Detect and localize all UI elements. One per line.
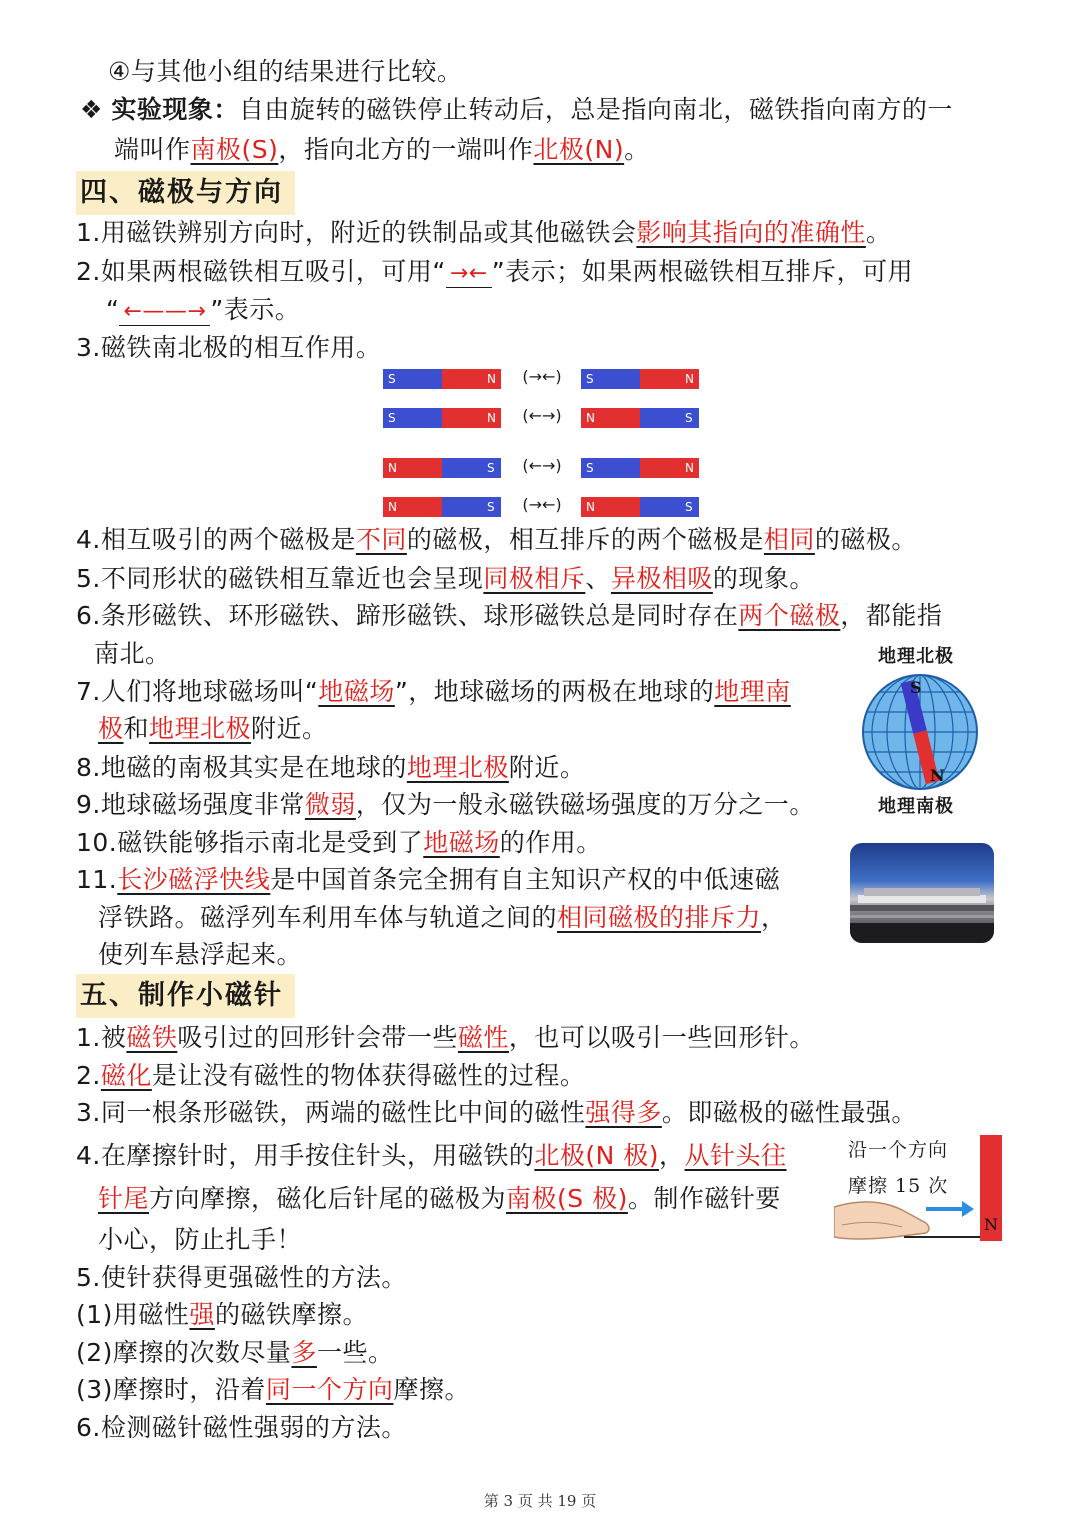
phenomenon-label: 实验现象： — [111, 95, 239, 124]
sec4-item-8 — [76, 750, 585, 786]
pole-label: N — [388, 500, 397, 514]
left-magnet — [383, 458, 501, 478]
pole-label: S — [487, 461, 495, 475]
highlight: 两个磁极 — [738, 601, 841, 630]
sec5-point-1 — [76, 1297, 368, 1333]
text: ”表示。 — [210, 295, 301, 324]
text: (2)摩擦的次数尽量 — [76, 1338, 292, 1367]
attract-symbol: →← — [446, 261, 492, 288]
sec5-item-2 — [76, 1058, 585, 1094]
pole-label: S — [685, 500, 693, 514]
phenomenon-text: 自由旋转的磁铁停止转动后，总是指向南北，磁铁指向南方的一 — [238, 95, 953, 124]
geo-south-label: 地理南极 — [878, 796, 954, 817]
sec4-item-11-cont1 — [98, 900, 787, 936]
text: 吸引过的回形针会带一些 — [177, 1023, 458, 1052]
sec4-item-3: 3.磁铁南北极的相互作用。 — [76, 333, 382, 362]
sec5-item-3 — [76, 1095, 917, 1131]
sec4-item-2 — [76, 254, 913, 290]
sec4-item-5 — [76, 561, 815, 597]
text: 10.磁铁能够指示南北是受到了 — [76, 828, 424, 857]
highlight: 长沙磁浮快线 — [117, 865, 271, 894]
text: 4.相互吸引的两个磁极是 — [76, 525, 356, 554]
text: ，也可以吸引一些回形针。 — [508, 1023, 815, 1052]
sec4-item-10 — [76, 825, 602, 861]
hand-icon — [834, 1133, 1006, 1245]
sec4-item-6-cont: 南北。 — [94, 639, 171, 668]
sec4-item-7-cont — [98, 711, 328, 747]
text: 11. — [76, 865, 118, 894]
phenomenon-line-2 — [114, 132, 650, 168]
section-4-heading: 四、磁极与方向 — [76, 171, 295, 215]
text: 是让没有磁性的物体获得磁性的过程。 — [151, 1061, 586, 1090]
sec5-item-4 — [76, 1138, 787, 1174]
pole-label: S — [388, 411, 396, 425]
left-magnet — [383, 369, 501, 389]
left-magnet — [383, 497, 501, 517]
text: 的磁铁摩擦。 — [214, 1300, 368, 1329]
highlight: 不同 — [355, 525, 407, 554]
highlight: 影响其指向的准确性 — [636, 218, 866, 247]
pole-label: S — [487, 500, 495, 514]
text: 和 — [123, 714, 150, 743]
pole-label: N — [685, 372, 694, 386]
text: (3)摩擦时，沿着 — [76, 1375, 266, 1404]
highlight: 磁性 — [457, 1023, 509, 1052]
text: 一些。 — [316, 1338, 394, 1367]
phenomenon-line-1 — [80, 92, 953, 128]
repel-symbol: ←——→ — [119, 299, 210, 326]
sec4-item-6 — [76, 598, 942, 634]
section-5-heading: 五、制作小磁针 — [76, 974, 295, 1018]
diamond-bullet-icon: ❖ — [80, 95, 103, 124]
highlight: 地磁场 — [423, 828, 500, 857]
rubbing-figure — [834, 1133, 1006, 1245]
interaction-arrows: (→←) — [522, 495, 562, 514]
highlight: 同一个方向 — [265, 1375, 394, 1404]
step-4: ④与其他小组的结果进行比较。 — [108, 57, 463, 86]
text: 。制作磁针要 — [627, 1184, 781, 1213]
text: 方向摩擦，磁化后针尾的磁极为 — [149, 1184, 507, 1213]
sec4-item-4 — [76, 522, 917, 558]
text: (1)用磁性 — [76, 1300, 190, 1329]
text: 摩擦。 — [393, 1375, 470, 1404]
pole-label: N — [586, 411, 595, 425]
text: ，指向北方的一端叫作 — [278, 135, 534, 164]
geo-north-label: 地理北极 — [878, 646, 954, 667]
highlight: 相同 — [763, 525, 815, 554]
highlight: 地磁场 — [318, 677, 395, 706]
rubbing-n-label: N — [984, 1215, 998, 1234]
text: 7.人们将地球磁场叫“ — [76, 677, 319, 706]
globe-figure — [858, 640, 982, 820]
interaction-arrows: (→←) — [522, 367, 562, 386]
text: “ — [106, 295, 120, 324]
text: ，仅为一般永磁铁磁场强度的万分之一。 — [355, 790, 815, 819]
text: 6.条形磁铁、环形磁铁、蹄形磁铁、球形磁铁总是同时存在 — [76, 601, 739, 630]
text: 。 — [624, 135, 650, 164]
text: 的磁极，相互排斥的两个磁极是 — [406, 525, 764, 554]
highlight: 磁化 — [100, 1061, 152, 1090]
magnet-row — [383, 497, 699, 517]
highlight: 同极相斥 — [483, 564, 586, 593]
highlight: 强得多 — [585, 1098, 662, 1127]
interaction-arrows: (←→) — [522, 406, 562, 425]
pole-label: N — [586, 500, 595, 514]
sec4-item-7 — [76, 674, 791, 710]
pole-label: N — [388, 461, 397, 475]
pole-label: N — [685, 461, 694, 475]
text: 的现象。 — [712, 564, 815, 593]
text: 3.同一根条形磁铁，两端的磁性比中间的磁性 — [76, 1098, 586, 1127]
text: 9.地球磁场强度非常 — [76, 790, 305, 819]
highlight: 南极(S) — [190, 135, 279, 164]
highlight: 多 — [291, 1338, 317, 1367]
text: 是中国首条完全拥有自主知识产权的中低速磁 — [270, 865, 781, 894]
text: ”，地球磁场的两极在地球的 — [394, 677, 715, 706]
sec5-item-1 — [76, 1020, 815, 1056]
highlight: 针尾 — [98, 1184, 150, 1213]
sec5-item-6: 6.检测磁针磁性强弱的方法。 — [76, 1413, 407, 1442]
sec4-item-2-cont — [106, 292, 300, 328]
sec5-item-4-cont1 — [98, 1181, 781, 1217]
pole-label: S — [586, 372, 594, 386]
maglev-photo — [850, 843, 994, 943]
sec4-item-9 — [76, 787, 815, 823]
highlight: 地理北极 — [149, 714, 252, 743]
rubbing-caption-1: 沿一个方向 — [848, 1139, 949, 1161]
right-magnet — [581, 458, 699, 478]
magnet-row — [383, 408, 699, 428]
right-magnet — [581, 497, 699, 517]
sec4-item-11 — [76, 862, 780, 898]
sec5-point-3 — [76, 1372, 470, 1408]
text: 5.不同形状的磁铁相互靠近也会呈现 — [76, 564, 484, 593]
text: 4.在摩擦针时，用手按住针头，用磁铁的 — [76, 1141, 535, 1170]
text: 8.地磁的南极其实是在地球的 — [76, 753, 407, 782]
interaction-arrows: (←→) — [522, 456, 562, 475]
pole-label: S — [586, 461, 594, 475]
text: 附近。 — [508, 753, 586, 782]
left-magnet — [383, 408, 501, 428]
pole-label: N — [487, 411, 496, 425]
highlight: 从针头往 — [684, 1141, 787, 1170]
highlight: 磁铁 — [126, 1023, 178, 1052]
pole-label: S — [685, 411, 693, 425]
sec4-item-1 — [76, 215, 891, 251]
text: 端叫作 — [114, 135, 191, 164]
text: 。即磁极的磁性最强。 — [661, 1098, 917, 1127]
sec5-point-2 — [76, 1335, 393, 1371]
magnet-row — [383, 369, 699, 389]
globe-n-label: N — [930, 766, 945, 785]
text: ， — [659, 1141, 685, 1170]
text: ”表示；如果两根磁铁相互排斥，可用 — [491, 257, 914, 286]
text: ， — [761, 903, 787, 932]
text: 1.用磁铁辨别方向时，附近的铁制品或其他磁铁会 — [76, 218, 637, 247]
text: 2.如果两根磁铁相互吸引，可用“ — [76, 257, 446, 286]
globe-s-label: S — [910, 678, 922, 697]
text: 的作用。 — [499, 828, 602, 857]
text: 浮铁路。磁浮列车利用车体与轨道之间的 — [98, 903, 558, 932]
text: 1.被 — [76, 1023, 127, 1052]
highlight: 微弱 — [304, 790, 356, 819]
highlight: 北极(N) — [533, 135, 625, 164]
right-magnet — [581, 408, 699, 428]
highlight: 极 — [98, 714, 124, 743]
highlight: 地理北极 — [406, 753, 509, 782]
right-magnet — [581, 369, 699, 389]
highlight: 北极(N 极) — [534, 1141, 660, 1170]
highlight: 强 — [189, 1300, 215, 1329]
page-footer: 第 3 页 共 19 页 — [483, 1492, 597, 1510]
text: 。 — [865, 218, 892, 247]
text: 2. — [76, 1061, 101, 1090]
highlight: 相同磁极的排斥力 — [557, 903, 762, 932]
text: 附近。 — [251, 714, 328, 743]
text: 、 — [585, 564, 611, 593]
pole-label: N — [487, 372, 496, 386]
highlight: 南极(S 极) — [506, 1184, 628, 1213]
sec5-item-4-cont2: 小心，防止扎手！ — [98, 1225, 303, 1254]
rubbing-caption-2: 摩擦 15 次 — [848, 1175, 949, 1197]
sec4-item-11-cont2: 使列车悬浮起来。 — [98, 940, 303, 969]
highlight: 异极相吸 — [610, 564, 713, 593]
text: 的磁极。 — [814, 525, 917, 554]
highlight: 地理南 — [714, 677, 791, 706]
text: ，都能指 — [840, 601, 943, 630]
sec5-item-5: 5.使针获得更强磁性的方法。 — [76, 1263, 407, 1292]
magnet-row — [383, 458, 699, 478]
pole-label: S — [388, 372, 396, 386]
